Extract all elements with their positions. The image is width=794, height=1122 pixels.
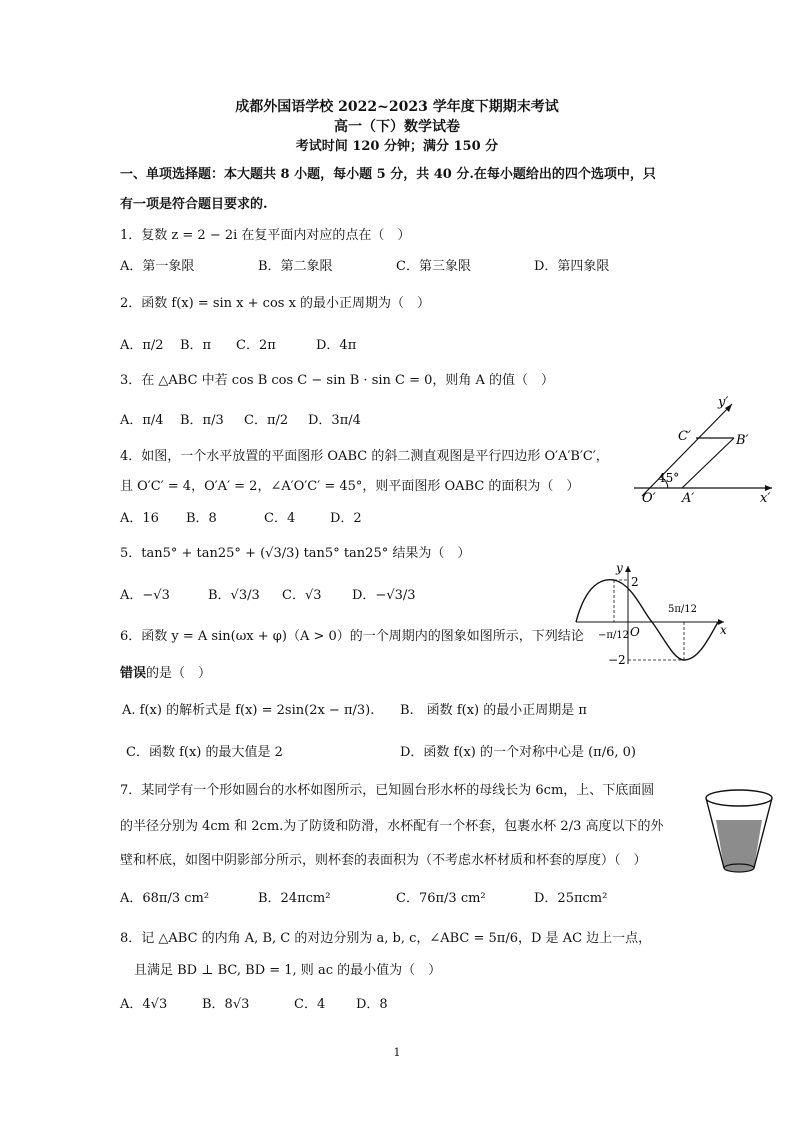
q1-option-a: A．第一象限 — [120, 259, 195, 274]
q7-option-d: D．25πcm² — [534, 891, 608, 906]
q4-label-y: y′ — [718, 395, 729, 410]
q5-option-b: B．√3/3 — [208, 588, 260, 603]
q7-cup-sleeve — [716, 820, 762, 868]
q4-option-c: C．4 — [264, 511, 296, 526]
q7-option-a: A．68π/3 cm² — [120, 891, 210, 906]
q5-stem: 5．tan5° + tan25° + (√3/3) tan5° tan25° 结果为（ ） — [120, 546, 471, 561]
q5-option-c: C．√3 — [282, 588, 322, 603]
q4-option-b: B．8 — [186, 511, 217, 526]
q4-side-ab — [682, 438, 734, 488]
q4-option-d: D．2 — [330, 511, 362, 526]
q1-option-c: C．第三象限 — [396, 259, 471, 274]
q6-label-x: x — [720, 623, 727, 637]
q6-label-o: O — [630, 625, 640, 639]
q4-label-b: B′ — [736, 433, 749, 448]
q1-stem: 1．复数 z = 2 − 2i 在复平面内对应的点在（ ） — [120, 228, 411, 243]
q7-stem-line3: 壁和杯底，如图中阴影部分所示，则杯套的表面积为（不考虑水杯材质和杯套的厚度）（ ） — [120, 853, 647, 868]
q6-stem-line1: 6．函数 y = A sin(ωx + φ)（A > 0）的一个周期内的图象如图所示，下列结论 — [120, 629, 584, 644]
section-heading-line2: 有一项是符合题目要求的. — [120, 197, 268, 212]
q2-option-a: A．π/2 — [120, 338, 164, 353]
q6-label-max: 2 — [631, 575, 639, 589]
q3-stem: 3．在 △ABC 中若 cos B cos C − sin B · sin C = 0，则角 A 的值（ ） — [120, 373, 555, 388]
q6-option-c: C．函数 f(x) 的最大值是 2 — [126, 745, 283, 760]
q1-option-d: D．第四象限 — [534, 259, 610, 274]
q6-label-left-tick: −π/12 — [598, 630, 630, 641]
q5-option-d: D．−√3/3 — [352, 588, 416, 603]
q6-label-y: y — [616, 561, 623, 575]
q3-option-d: D．3π/4 — [308, 413, 361, 428]
q4-label-a: A′ — [682, 491, 695, 506]
q8-stem-line2: 且满足 BD ⊥ BC, BD = 1, 则 ac 的最小值为（ ） — [134, 963, 442, 978]
q4-parallelogram-figure — [628, 392, 778, 506]
q2-option-d: D．4π — [316, 338, 357, 353]
q6-option-b: B. 函数 f(x) 的最小正周期是 π — [400, 703, 587, 718]
q6-stem-rest: 的是（ ） — [146, 666, 212, 681]
q6-emphasis: 错误 — [120, 666, 147, 681]
q6-option-a: A. f(x) 的解析式是 f(x) = 2sin(2x − π/3). — [122, 703, 375, 718]
q4-label-o: O′ — [642, 491, 656, 506]
q7-cup-base — [724, 864, 754, 872]
q8-option-c: C．4 — [294, 997, 326, 1012]
q1-option-b: B．第二象限 — [258, 259, 333, 274]
q3-option-a: A．π/4 — [120, 413, 164, 428]
q6-option-d: D．函数 f(x) 的一个对称中心是 (π/6, 0) — [400, 745, 636, 760]
q2-option-c: C．2π — [236, 338, 276, 353]
q4-option-a: A．16 — [120, 511, 159, 526]
q7-stem-line2: 的半径分别为 4cm 和 2cm.为了防烫和防滑，水杯配有一个杯套，包裹水杯 2/3 高度以下的外 — [120, 819, 664, 834]
q4-stem-line1: 4．如图，一个水平放置的平面图形 OABC 的斜二测直观图是平行四边形 O′A′B′C′， — [120, 449, 609, 464]
q2-option-b: B．π — [180, 338, 212, 353]
section-heading-line1: 一、单项选择题：本大题共 8 小题，每小题 5 分，共 40 分.在每小题给出的四个选项中，只 — [120, 167, 656, 182]
q6-sine-curve — [576, 580, 718, 660]
q4-label-x: x′ — [760, 491, 771, 506]
q8-stem-line1: 8．记 △ABC 的内角 A, B, C 的对边分别为 a, b, c，∠ABC = 5π/6，D 是 AC 边上一点， — [120, 931, 652, 946]
exam-title: 成都外国语学校 2022~2023 学年度下期期末考试 — [235, 99, 559, 115]
page-number: 1 — [393, 1046, 401, 1059]
q7-option-c: C．76π/3 cm² — [396, 891, 486, 906]
q7-cup-rim — [706, 790, 772, 806]
q4-label-angle: 45° — [658, 471, 680, 485]
q3-option-b: B．π/3 — [180, 413, 224, 428]
q6-stem-line2 — [120, 665, 211, 683]
q8-option-a: A．4√3 — [120, 997, 168, 1012]
exam-info: 考试时间 120 分钟；满分 150 分 — [295, 139, 499, 154]
q6-sine-graph — [572, 560, 736, 670]
q6-label-right-tick: 5π/12 — [668, 604, 698, 615]
q7-stem-line1: 7．某同学有一个形如圆台的水杯如图所示，已知圆台形水杯的母线长为 6cm，上、下底面圆 — [120, 783, 655, 798]
q8-option-d: D．8 — [356, 997, 388, 1012]
q3-option-c: C．π/2 — [244, 413, 289, 428]
q7-cup-figure — [700, 786, 778, 874]
q4-stem-line2: 且 O′C′ = 4，O′A′ = 2，∠A′O′C′ = 45°，则平面图形 OABC 的面积为（ ） — [120, 479, 580, 494]
q7-option-b: B．24πcm² — [258, 891, 331, 906]
q5-option-a: A．−√3 — [120, 588, 170, 603]
q8-option-b: B．8√3 — [202, 997, 250, 1012]
q2-stem: 2．函数 f(x) = sin x + cos x 的最小正周期为（ ） — [120, 296, 431, 311]
q4-label-c: C′ — [678, 429, 691, 444]
q4-y-axis — [642, 404, 732, 496]
q6-label-min: −2 — [608, 653, 626, 667]
q6-y-arrow — [625, 566, 631, 572]
exam-subtitle: 高一（下）数学试卷 — [334, 119, 460, 135]
